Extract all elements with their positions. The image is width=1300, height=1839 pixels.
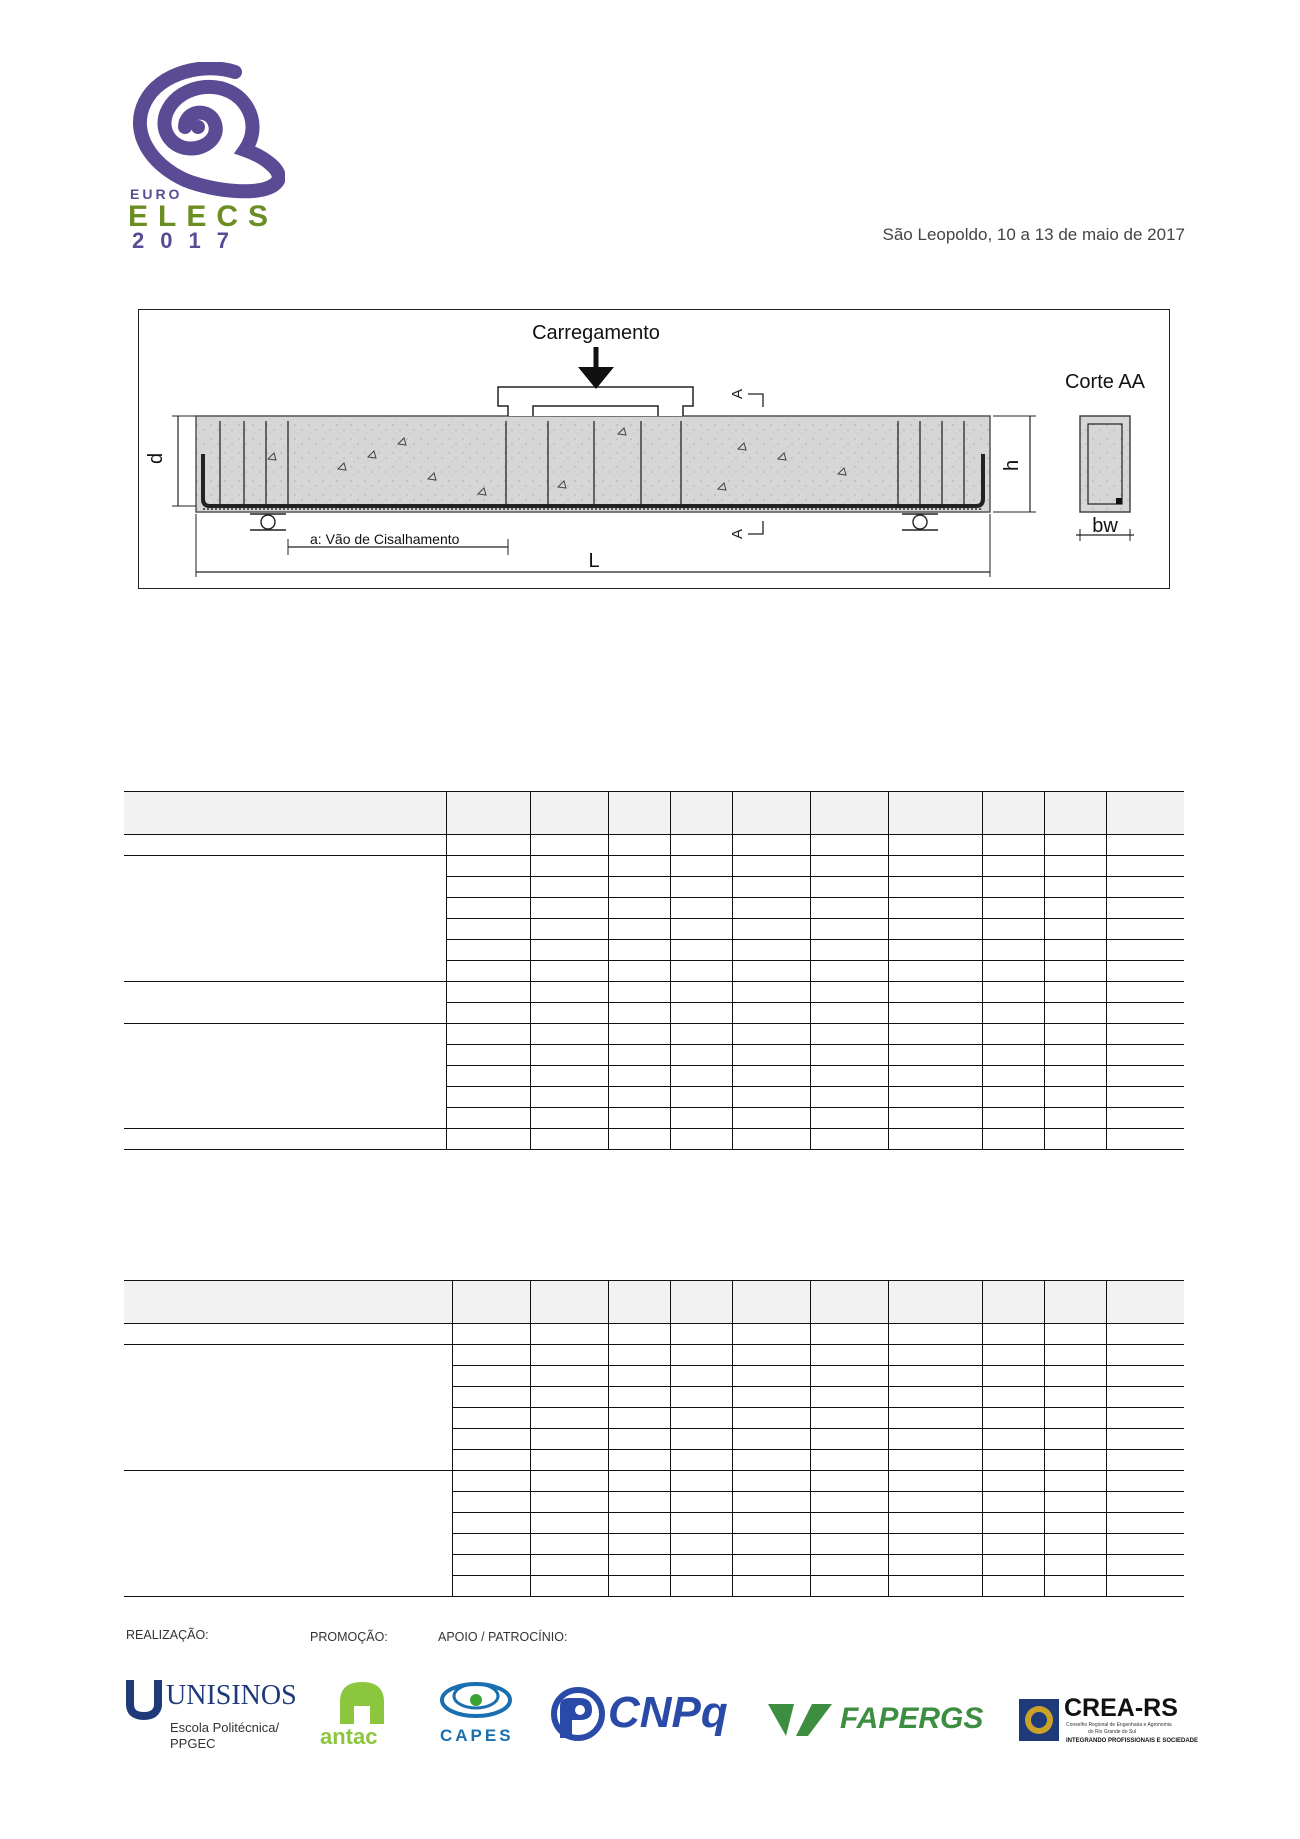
cnpq-emblem-icon (550, 1686, 606, 1742)
results-table-1 (124, 791, 1184, 1150)
dim-L-label: L (588, 550, 600, 572)
cnpq-logo (550, 1686, 740, 1750)
logo-euro-text: EURO (130, 186, 183, 202)
section-marker-top: A (729, 388, 746, 399)
capes-text: CAPES (440, 1726, 514, 1745)
unisinos-name: UNISINOS (166, 1680, 297, 1711)
crea-sub1: Conselho Regional de Engenharia e Agronomia (1066, 1722, 1172, 1728)
promocao-label: PROMOÇÃO: (310, 1630, 388, 1644)
table-header-row (124, 1281, 1184, 1324)
fapergs-logo (768, 1700, 988, 1750)
capes-logo (436, 1676, 516, 1748)
cnpq-text: CNPq (608, 1688, 728, 1737)
table-row (124, 1324, 1184, 1345)
table-row (124, 835, 1184, 856)
unisinos-sub2: PPGEC (170, 1736, 216, 1751)
fapergs-emblem-icon (768, 1700, 832, 1740)
logo-year-text: 2017 (132, 228, 245, 253)
table-row (124, 1471, 1184, 1492)
table-row (124, 982, 1184, 1003)
unisinos-sub1: Escola Politécnica/ (170, 1720, 280, 1735)
crea-sub3: INTEGRANDO PROFISSIONAIS E SOCIEDADE (1066, 1738, 1199, 1744)
crea-sub2: do Rio Grande do Sul (1088, 1729, 1137, 1735)
crea-logo (1018, 1694, 1199, 1750)
apoio-label: APOIO / PATROCÍNIO: (438, 1630, 568, 1644)
shear-span-label: a: Vão de Cisalhamento (310, 531, 460, 547)
fapergs-text: FAPERGS (840, 1702, 984, 1735)
table-row (124, 1024, 1184, 1045)
antac-text: antac (320, 1724, 378, 1749)
table-row (124, 1129, 1184, 1150)
dim-bw-label: bw (1092, 515, 1118, 537)
table-row (124, 856, 1184, 877)
section-marker-bottom: A (729, 528, 746, 539)
unisinos-logo (124, 1676, 304, 1756)
unisinos-u-icon (124, 1676, 164, 1720)
realizacao-label: REALIZAÇÃO: (126, 1628, 209, 1642)
antac-logo (318, 1678, 408, 1748)
results-table-2 (124, 1280, 1184, 1597)
beam-diagram (138, 309, 1170, 589)
dim-d-label: d (145, 452, 167, 464)
load-label: Carregamento (532, 322, 660, 344)
logo-elecs-text: ELECS (128, 200, 279, 233)
table-row (124, 1345, 1184, 1366)
dim-h-label: h (1001, 459, 1023, 471)
event-date: São Leopoldo, 10 a 13 de maio de 2017 (882, 225, 1185, 244)
crea-text: CREA-RS (1064, 1694, 1178, 1722)
capes-emblem-icon (436, 1676, 516, 1724)
section-title: Corte AA (1064, 371, 1146, 393)
antac-arch-icon (318, 1678, 408, 1726)
table-header-row (124, 792, 1184, 835)
crea-seal-icon (1018, 1698, 1060, 1742)
